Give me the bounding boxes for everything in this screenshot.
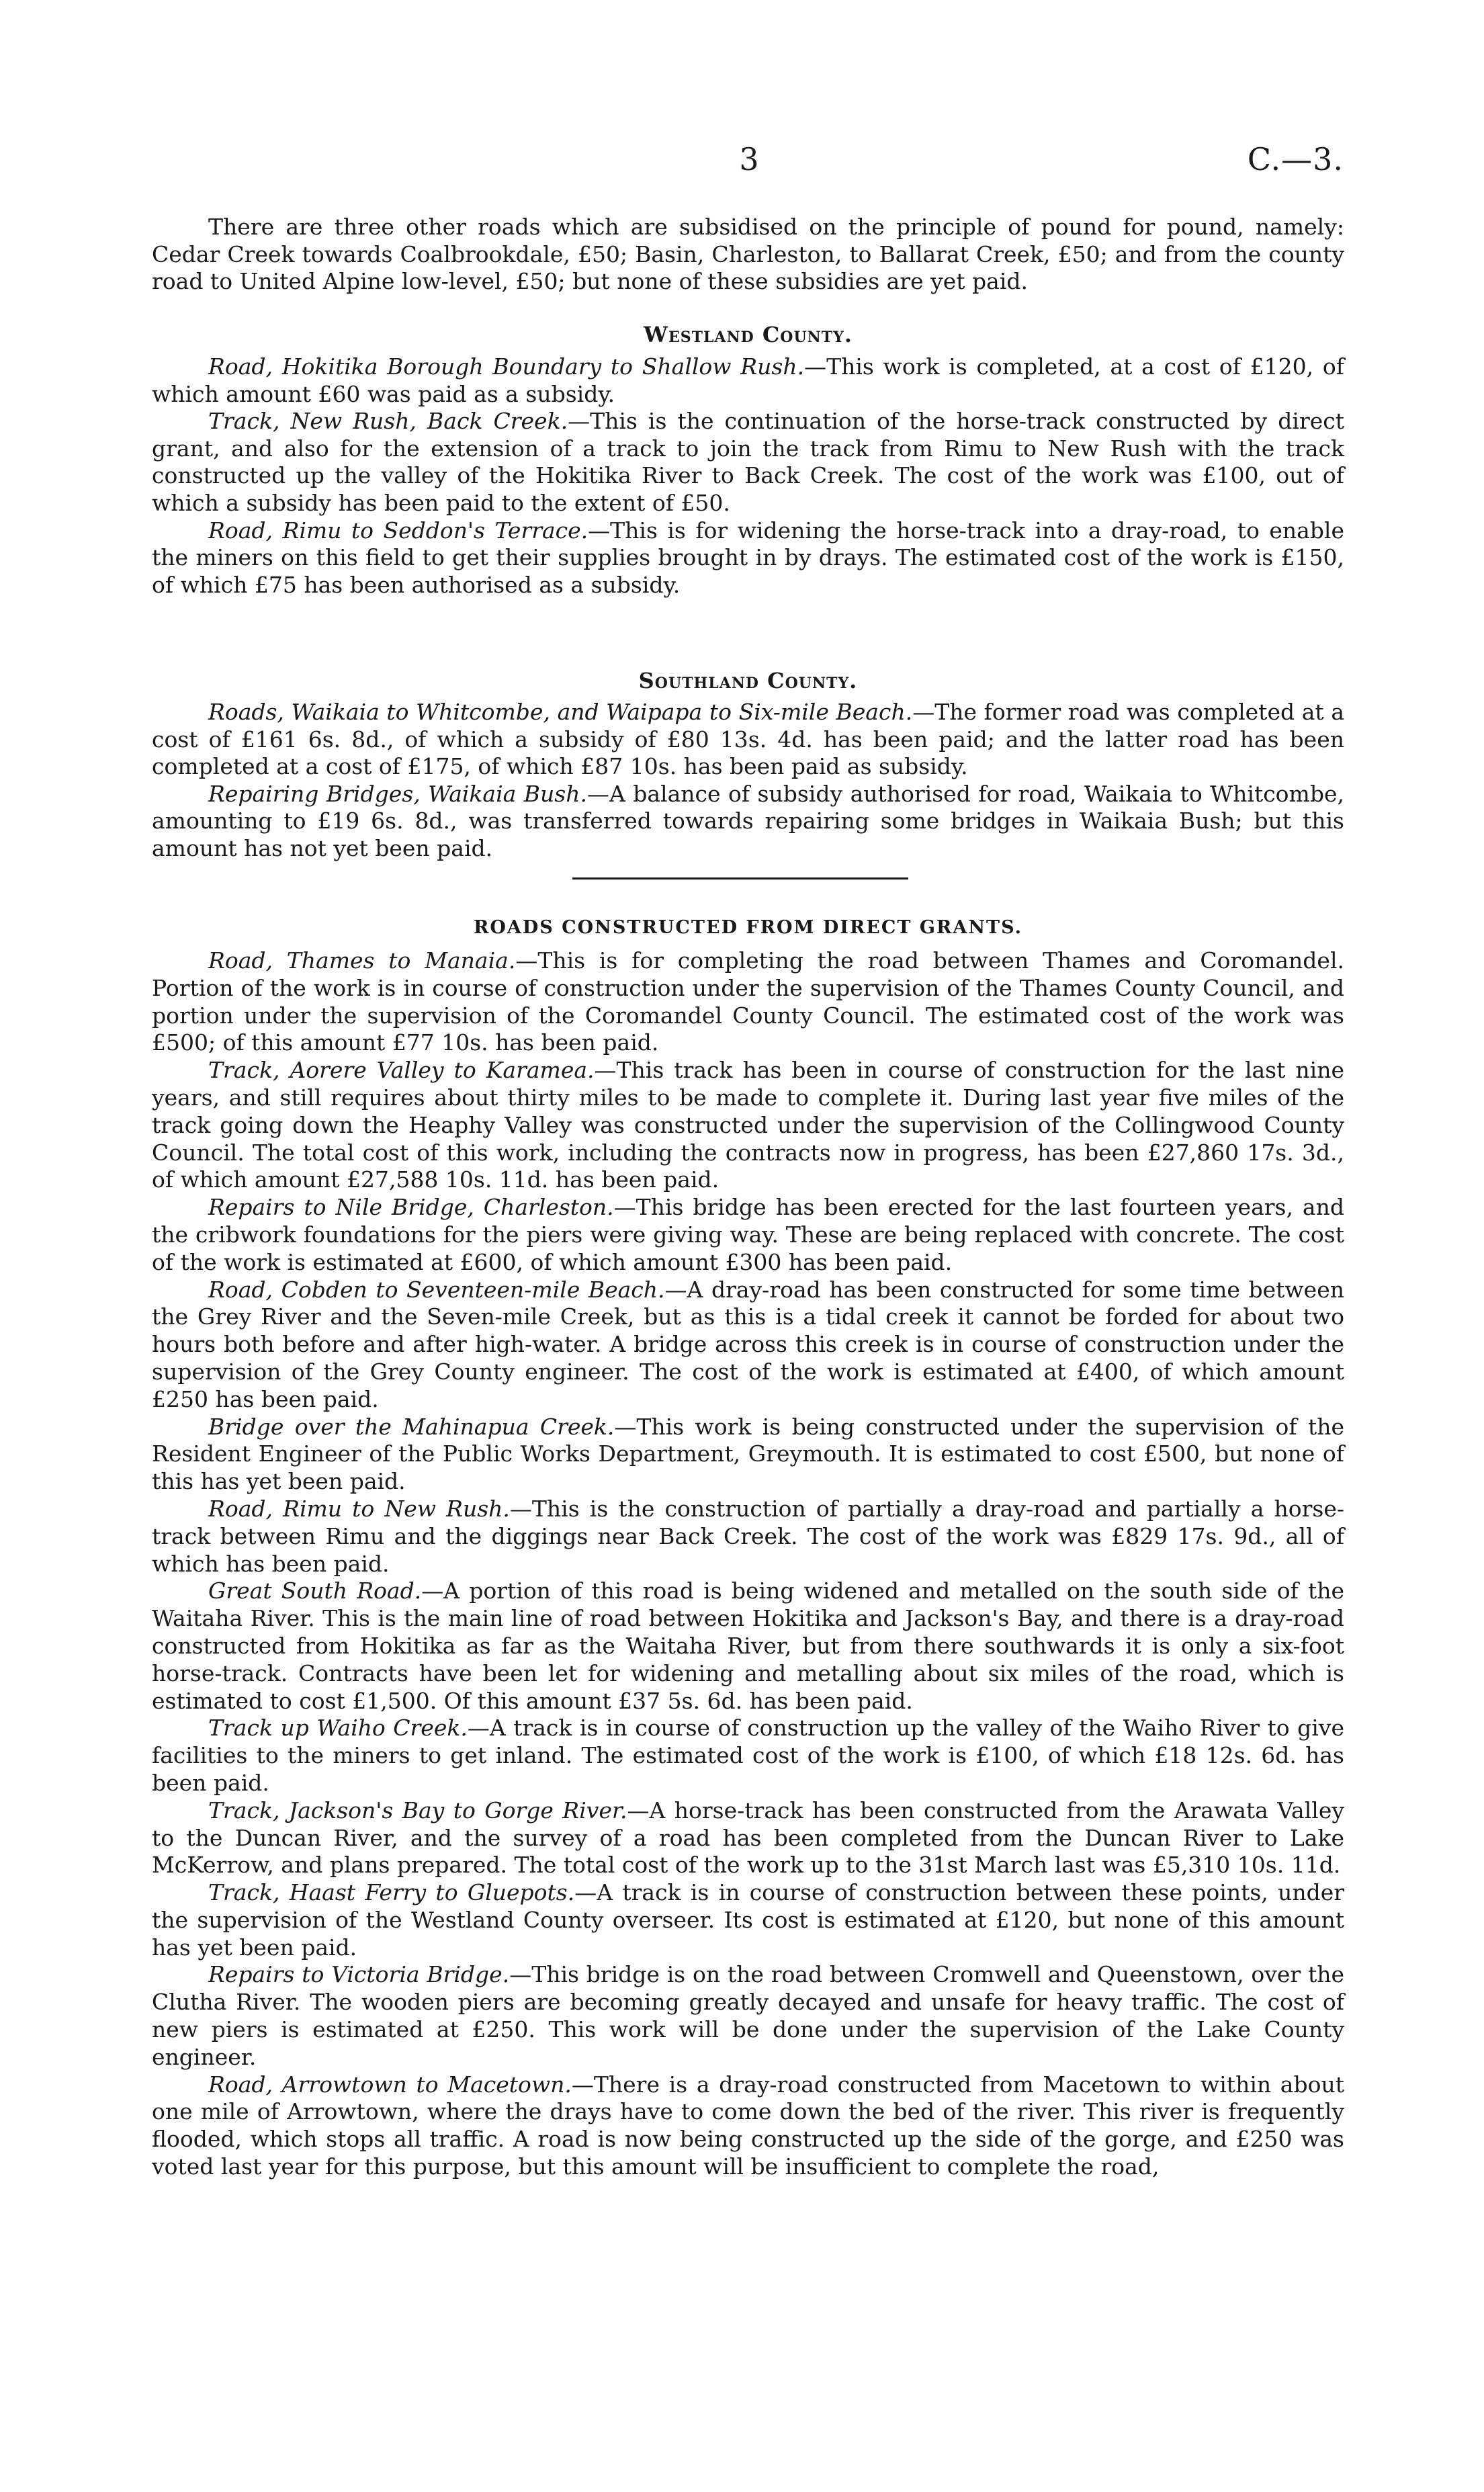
item-text: —This work is completed, at a cost of £120, of which amount £60 was paid as a subsidy.: [152, 353, 1344, 407]
direct-grant-paragraph: [152, 1194, 1344, 1276]
page-header: [155, 141, 1344, 188]
southland-heading-block: [152, 667, 1344, 695]
southland-paragraph: [152, 699, 1344, 781]
southland-paragraph: [152, 781, 1344, 863]
southland-county-heading: Southland County.: [638, 668, 858, 693]
direct-grant-paragraph: [152, 1715, 1344, 1797]
direct-grant-paragraph: [152, 947, 1344, 1057]
item-title: Road, Rimu to Seddon's Terrace.: [208, 517, 588, 544]
item-title: Bridge over the Mahinapua Creek.: [208, 1413, 615, 1440]
intro-section: [152, 214, 1344, 296]
item-title: Repairing Bridges, Waikaia Bush.: [208, 780, 587, 807]
item-title: Repairs to Nile Bridge, Charleston.: [208, 1194, 614, 1221]
item-title: Road, Arrowtown to Macetown.: [208, 2071, 572, 2098]
item-title: Roads, Waikaia to Whitcombe, and Waipapa to Six-mile Beach.: [208, 699, 913, 725]
item-text: —This is for completing the road between Thames and Coromandel. Portion of the work is in course of construction under the supervision of the Thames County Council, and portion under the supervision of the Coromandel County Council. The estimated cost of the work was £500; of this amount £77 10s. has been paid.: [152, 947, 1345, 1056]
direct-grant-paragraph: [152, 2071, 1344, 2181]
item-text: —The former road was completed at a cost of £161 6s. 8d., of which a subsidy of £80 13s. 4d. has been paid; and the latter road has been completed at a cost of £175, of which £87 10s. has been paid as subsidy.: [152, 699, 1344, 780]
item-title: Road, Rimu to New Rush.: [208, 1495, 510, 1522]
direct-grant-paragraph: [152, 1496, 1344, 1578]
direct-grant-paragraph: [152, 1057, 1344, 1194]
item-text: —A balance of subsidy authorised for road, Waikaia to Whitcombe, amounting to £19 6s. 8d., was transferred towards repairing some bridges in Waikaia Bush; but this amount has not yet been paid.: [152, 780, 1344, 861]
item-text: —A dray-road has been constructed for some time between the Grey River and the Seven-mile Creek, but as this is a tidal creek it cannot be forded for about two hours both before and after high-water. A bridge across this creek is in course of construction under the supervision of the Grey County engineer. The cost of the work is estimated at £400, of which amount £250 has been paid.: [152, 1276, 1344, 1412]
item-text: —This bridge is on the road between Cromwell and Queenstown, over the Clutha River. The wooden piers are becoming greatly decayed and unsafe for heavy traffic. The cost of new piers is estimated at £250. This work will be done under the supervision of the Lake County engineer.: [152, 1961, 1344, 2070]
intro-paragraph: There are three other roads which are subsidised on the principle of pound for pound, namely: Cedar Creek towards Coalbrookdale, £50; Basin, Charleston, to Ballarat Creek, £50; and from the county road to United Alpine low-level, £50; but none of these subsidies are yet paid.: [152, 214, 1344, 295]
item-title: Great South Road.: [208, 1578, 422, 1604]
item-text: —This is for widening the horse-track into a dray-road, to enable the miners on this field to get their supplies brought in by drays. The estimated cost of the work is £150, of which £75 has been authorised as a subsidy.: [152, 517, 1344, 598]
westland-heading-block: [152, 321, 1344, 349]
item-title: Road, Cobden to Seventeen-mile Beach.: [208, 1276, 665, 1303]
item-text: —A horse-track has been constructed from the Arawata Valley to the Duncan River, and the survey of a road has been completed from the Duncan River to Lake McKerrow, and plans prepared. The total cost of the work up to the 31st March last was £5,310 10s. 11d.: [152, 1797, 1345, 1879]
westland-county-heading: Westland County.: [644, 322, 853, 347]
westland-paragraph: [152, 517, 1344, 599]
westland-paragraph: [152, 353, 1344, 408]
item-text: —A track is in course of construction between these points, under the supervision of the Westland County overseer. Its cost is estimated at £120, but none of this amount has yet been paid.: [152, 1879, 1345, 1961]
section-divider: [572, 877, 908, 879]
westland-paragraph: [152, 408, 1344, 517]
direct-grants-heading-block: [152, 914, 1344, 942]
item-text: —A track is in course of construction up the valley of the Waiho River to give facilities to the miners to get inland. The estimated cost of the work is £100, of which £18 12s. 6d. has been paid.: [152, 1715, 1344, 1796]
item-text: —This is the continuation of the horse-track constructed by direct grant, and also for the extension of a track to join the track from Rimu to New Rush with the track constructed up the valley of the Hokitika River to Back Creek. The cost of the work was £100, out of which a subsidy has been paid to the extent of £50.: [152, 408, 1344, 516]
item-title: Road, Thames to Manaia.: [208, 947, 516, 974]
item-title: Track up Waiho Creek.: [208, 1715, 468, 1742]
item-title: Track, Haast Ferry to Gluepots.: [208, 1879, 575, 1906]
item-title: Track, Jackson's Bay to Gorge River.: [208, 1797, 627, 1823]
page-number: 3: [739, 141, 759, 177]
item-text: —There is a dray-road constructed from Macetown to within about one mile of Arrowtown, where the drays have to come down the bed of the river. This river is frequently flooded, which stops all traffic. A road is now being constructed up the side of the gorge, and £250 was voted last year for this purpose, but this amount will be insufficient to complete the road,: [152, 2071, 1344, 2180]
direct-grants-section: [152, 947, 1344, 2181]
westland-section: [152, 353, 1344, 599]
item-title: Repairs to Victoria Bridge.: [208, 1961, 510, 1988]
direct-grant-paragraph: [152, 1277, 1344, 1414]
direct-grants-heading: ROADS CONSTRUCTED FROM DIRECT GRANTS.: [473, 917, 1023, 938]
southland-section: [152, 699, 1344, 863]
item-title: Track, Aorere Valley to Karamea.: [208, 1057, 595, 1084]
direct-grant-paragraph: [152, 1414, 1344, 1496]
direct-grant-paragraph: [152, 1578, 1344, 1715]
item-text: —A portion of this road is being widened and metalled on the south side of the Waitaha River. This is the main line of road between Hokitika and Jackson's Bay, and there is a dray-road constructed from Hokitika as far as the Waitaha River, but from there southwards it is only a six-foot horse-track. Contracts have been let for widening and metalling about six miles of the road, which is estimated to cost £1,500. Of this amount £37 5s. 6d. has been paid.: [152, 1578, 1345, 1714]
document-reference: C.—3.: [1247, 141, 1344, 177]
direct-grant-paragraph: [152, 1797, 1344, 1879]
direct-grant-paragraph: [152, 1879, 1344, 1961]
item-text: —This track has been in course of construction for the last nine years, and still requires about thirty miles to be made to complete it. During last year five miles of the track going down the Heaphy Valley was constructed under the supervision of the Collingwood County Council. The total cost of this work, including the contracts now in progress, has been £27,860 17s. 3d., of which amount £27,588 10s. 11d. has been paid.: [152, 1057, 1344, 1193]
item-text: —This bridge has been erected for the last fourteen years, and the cribwork foundations for the piers were giving way. These are being replaced with concrete. The cost of the work is estimated at £600, of which amount £300 has been paid.: [152, 1194, 1344, 1275]
item-text: —This is the construction of partially a dray-road and partially a horse-track between Rimu and the diggings near Back Creek. The cost of the work was £829 17s. 9d., all of which has been paid.: [152, 1495, 1344, 1577]
item-text: —This work is being constructed under the supervision of the Resident Engineer of the Public Works Department, Greymouth. It is estimated to cost £500, but none of this has yet been paid.: [152, 1413, 1344, 1495]
item-title: Track, New Rush, Back Creek.: [208, 408, 568, 435]
item-title: Road, Hokitika Borough Boundary to Shallow Rush.: [208, 353, 805, 380]
direct-grant-paragraph: [152, 1961, 1344, 2071]
